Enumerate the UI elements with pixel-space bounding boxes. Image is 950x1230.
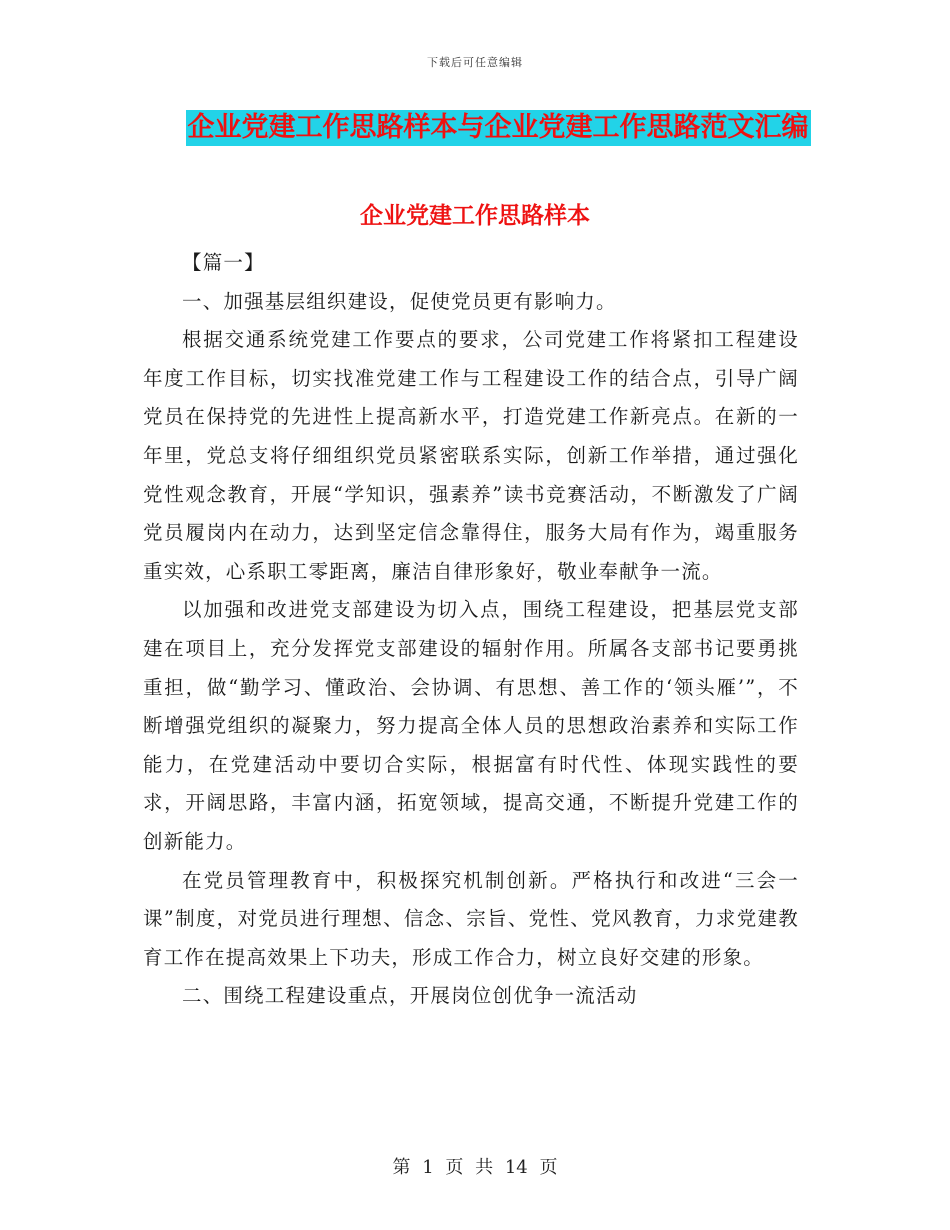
paragraph-heading-2: 二、围绕工程建设重点，开展岗位创优争一流活动 xyxy=(182,984,638,1008)
main-title: 企业党建工作思路样本与企业党建工作思路范文汇编 xyxy=(186,110,811,146)
main-title-container xyxy=(0,110,950,146)
paragraph-heading-1: 一、加强基层组织建设，促使党员更有影响力。 xyxy=(182,289,617,313)
page-number-footer: 第 1 页 共 14 页 xyxy=(392,1157,558,1178)
paragraph: 以加强和改进党支部建设为切入点，围绕工程建设，把基层党支部建在项目上，充分发挥党支部建设的辐射作用。所属各支部书记要勇挑重担，做“勤学习、懂政治、会协调、有思想、善工作的‘领头雁’”，不断增强党组织的凝聚力，努力提高全体人员的思想政治素养和实际工作能力，在党建活动中要切合实际，根据富有时代性、体现实践性的要求，开阔思路，丰富内涵，拓宽领域，提高交通，不断提升党建工作的创新能力。 xyxy=(143,598,799,853)
paragraph-part-label: 【篇一】 xyxy=(182,251,265,274)
page-header-note: 下载后可任意编辑 xyxy=(427,56,523,69)
document-body xyxy=(143,244,799,1016)
paragraph: 根据交通系统党建工作要点的要求，公司党建工作将紧扣工程建设年度工作目标，切实找准党建工作与工程建设工作的结合点，引导广阔党员在保持党的先进性上提高新水平，打造党建工作新亮点。在新的一年里，党总支将仔细组织党员紧密联系实际，创新工作举措，通过强化党性观念教育，开展“学知识，强素养”读书竞赛活动，不断激发了广阔党员履岗内在动力，达到坚定信念靠得住，服务大局有作为，竭重服务重实效，心系职工零距离，廉洁自律形象好，敬业奉献争一流。 xyxy=(143,328,799,583)
paragraph: 在党员管理教育中，积极探究机制创新。严格执行和改进“三会一课”制度，对党员进行理想、信念、宗旨、党性、党风教育，力求党建教育工作在提高效果上下功夫，形成工作合力，树立良好交建的形象。 xyxy=(143,868,799,969)
section-title: 企业党建工作思路样本 xyxy=(360,202,590,229)
